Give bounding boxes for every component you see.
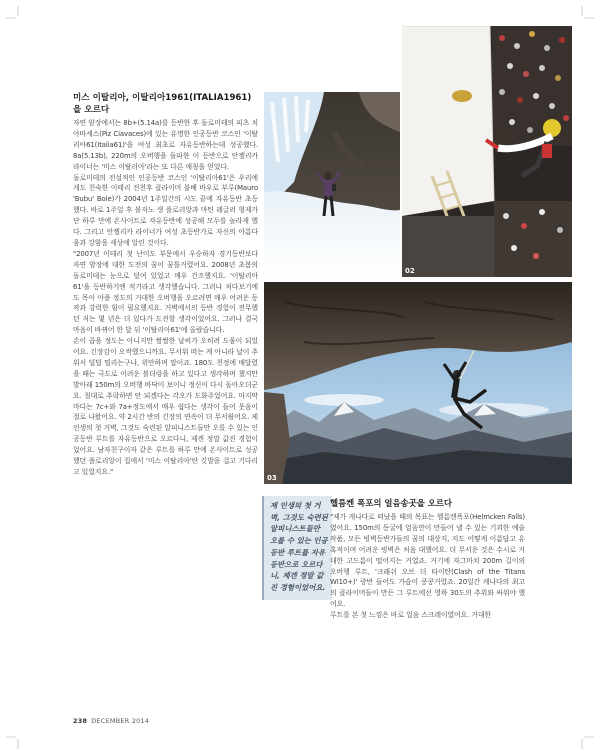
crop-mark-top-right [576, 6, 594, 24]
photo-competition-wall [402, 26, 572, 277]
right-article-column [330, 497, 525, 621]
paragraph: "제가 캐나다로 떠났을 때의 목표는 헬름켄폭포(Helmcken Falls)였어요. 150m의 동굴에 얼음만이 만들어 낼 수 있는 기괴한 예술작품, 모든 빙벽등반가들의 꿈의 대상지, 지도 어떻게 이름답고 유혹적이며 어려운 빙벽은 처음 대했어요. 더 무서운 것은 수시로 거대한 고드름이 떨어지는 거였죠. 거기에 자그마치 200m 길이의 오버행 루트, '크래쉬 오브 더 타이탄(Clash of the Titans WI10+)' 랑반 들어도 가슴이 쿵쿵거렸죠. 20일간 캐나다의 최고의 클라이머들이 만든 그 루트에선 영하 30도의 추위와 싸워야 했어요. [330, 513, 525, 609]
photo-ice-climber [264, 92, 400, 277]
pull-quote-text: 제 인생의 첫 거벽, 그것도 숙련된 알피니스트들만 오를 수 있는 인공등반 루트를 자유등반으로 오르다니, 제겐 정말 값진 경험이었어요. [270, 501, 328, 592]
crop-mark-bottom-left [6, 731, 24, 749]
section-title-helmcken-falls: 헬름켄 폭포의 얼음송곳을 오르다 [330, 498, 453, 508]
paragraph: 루트를 본 첫 느낌은 바로 얼음 스크레이였어요. 거대한 [330, 611, 491, 620]
pull-quote [262, 496, 332, 600]
left-article-column [73, 92, 258, 478]
page-number: 238 [73, 717, 88, 725]
paragraph: 자연 암장에서는 8b+(5.14a)를 등반한 후 돌로미테의 피츠 치아바세스(Piz Ciavaces)에 있는 유명한 인공등반 코스인 '이탈리아61(Italia61)'을 여성 최초로 자유등반하는데 성공했다. 8a(5.13b), 220m의 오버행을 돌파한 이 등반으로 안젤리카 라이너는 '미스 이탈리아'라는 또 다른 애칭을 얻었다. [73, 119, 258, 171]
issue-date: DECEMBER 2014 [91, 717, 150, 725]
paragraph: 손이 곱을 정도는 아니지만 쌀쌀한 날씨가 오히려 도움이 되었어요. 긴장감이 오싹했으니까요. 무서워 떠는 게 아니라 날이 추워서 덜덜 떨리는구나, 위안하며 말이죠. 180도 천정에 매달렸을 때는 극도로 어려운 볼더링을 하고 있다고 생각하며 챘지만 발아래 150m의 오버행 바닥이 보이니 정신이 다시 돌아오더군요. 절대로 추락하면 안 되겠다는 각오가 도화주었어요. 마지막 마디는 7c+와 7a+정도에서 매우 쉽다는 생각이 들어 웃음이 절로 나왔어요. 약 2시간 반의 긴장의 연속이 더 무서웠어요. 제 인생의 첫 거벽, 그것도 숙련된 알피니스트들만 오를 수 있는 인공등반 루트를 자유등반으로 오르다니, 제겐 정말 값진 경험이었어요. 남자친구이자 같은 루트를 하루 만에 온사이트로 성공했던 플로리앙이 집에서 '미스 이탈리아'란 깃발을 걸고 기다리고 있었지요." [73, 337, 258, 476]
crop-mark-top-left [6, 6, 24, 24]
paragraph: "2007년 이테리 첫 난이도 부문에서 우승하자 경기등반보다 자연 암장에 대한 도전의 꿈이 꿈틀거렸어요. 2008년 초봄의 돌로미테는 눈으로 덮여 있었고 매우 건조했지요. '이탈리아61'을 등반하기엔 적기라고 생각했습니다. 그러나 처다보기에도 목이 아플 정도의 거대한 오버행을 오르려면 매우 어려운 동작과 강력한 힘이 필요했지요. 거벽에서의 등반 경험이 전무했던 저는 몇 년은 더 있다가 도전할 생각이었어요. 그러나 결국 마음이 바뀌어 한 달 뒤 '이탈리아61'에 올랐습니다. [73, 249, 258, 335]
page-footer [73, 717, 149, 725]
photo-overhang-climber [264, 282, 572, 484]
section-title-italia1961: 미스 이탈리아, 이탈리아1961(ITALIA1961)을 오르다 [73, 93, 252, 115]
crop-mark-bottom-right [576, 731, 594, 749]
photo-number: 03 [267, 474, 277, 482]
paragraph: 돌로미테의 전설적인 인공등반 코스인 '이탈리아61'은 우리에게도 친숙한 이태리 전천후 클라이머 불베 바우로 부루(Mauro 'Bubu' Bole)가 2004년 1주일간의 시도 끝에 자유등반 초등했다. 바로 1주일 후 볼자노 생 플로리앙과 마틴 레글러 형제가 단 하루 만에 온사이트로 자유등반에 성공해 모두를 놀라게 했다. 그리고 안젤리카 라이너가 여성 초등반가로 자신의 아름다움과 강함을 세상에 알린 것이다. [73, 173, 258, 247]
photo-number: 02 [405, 267, 415, 275]
photo-number: 01 [267, 267, 277, 275]
